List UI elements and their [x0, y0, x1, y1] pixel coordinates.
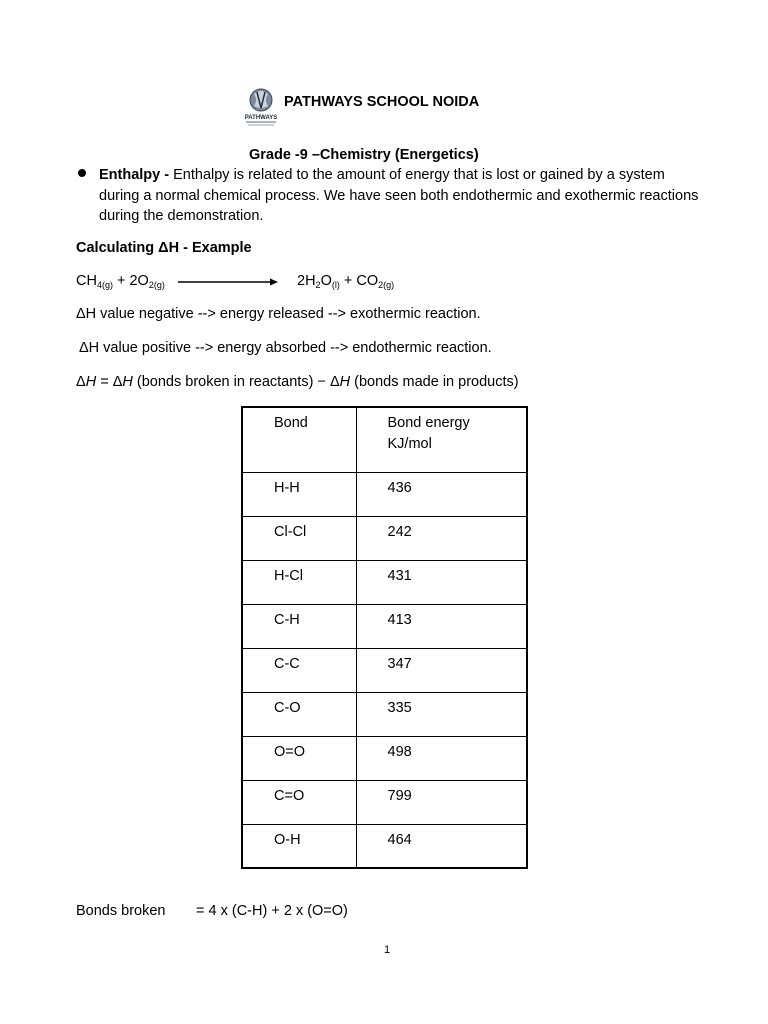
- reaction-products: [297, 273, 394, 290]
- reactant-ch: CH: [76, 273, 97, 289]
- table-row: [242, 472, 527, 516]
- reaction-reactants: [76, 273, 165, 290]
- table-row: [242, 560, 527, 604]
- enthalpy-term: Enthalpy -: [99, 167, 170, 183]
- cell-energy: 431: [356, 560, 527, 604]
- formula-made: (bonds made in products): [350, 374, 519, 390]
- cell-energy: 799: [356, 780, 527, 824]
- cell-bond: C-H: [242, 604, 356, 648]
- cell-bond: C-C: [242, 648, 356, 692]
- cell-energy: 498: [356, 736, 527, 780]
- enthalpy-definition: Enthalpy is related to the amount of energy that is lost or gained by a system during a normal chemical process. We have seen both endothermic and exothermic reactions during the demonstration.: [99, 167, 699, 224]
- enthalpy-paragraph: [99, 165, 699, 227]
- page-number: 1: [384, 944, 391, 956]
- cell-energy: 413: [356, 604, 527, 648]
- formula-h: H: [85, 374, 97, 390]
- table-row: [242, 516, 527, 560]
- product-h2: 2H: [297, 273, 316, 289]
- positive-dh-note: ΔH value positive --> energy absorbed --> endothermic reaction.: [79, 340, 492, 356]
- table-row: [242, 648, 527, 692]
- reactant-ch-subscript: 4(g): [96, 280, 113, 290]
- bullet-icon: [78, 169, 86, 177]
- svg-text:PATHWAYS: PATHWAYS: [244, 115, 278, 121]
- cell-energy: 436: [356, 472, 527, 516]
- table-row: [242, 780, 527, 824]
- cell-energy: 335: [356, 692, 527, 736]
- school-name: PATHWAYS SCHOOL NOIDA: [284, 94, 480, 110]
- product-o: O: [320, 273, 332, 289]
- cell-bond: O=O: [242, 736, 356, 780]
- header-energy-line1: Bond energy: [387, 415, 470, 431]
- table-row: [242, 604, 527, 648]
- cell-bond: C=O: [242, 780, 356, 824]
- document-subtitle: Grade -9 –Chemistry (Energetics): [249, 147, 479, 163]
- cell-bond: Cl-Cl: [242, 516, 356, 560]
- cell-energy: 464: [356, 824, 527, 868]
- negative-dh-note: ΔH value negative --> energy released --> exothermic reaction.: [76, 306, 481, 322]
- table-row: [242, 736, 527, 780]
- cell-bond: O-H: [242, 824, 356, 868]
- cell-bond: H-Cl: [242, 560, 356, 604]
- table-header-row: [242, 407, 527, 472]
- table-row: [242, 824, 527, 868]
- bonds-broken-value: = 4 x (C-H) + 2 x (O=O): [196, 903, 348, 919]
- formula-equals: = Δ: [96, 374, 123, 390]
- product-o-subscript: (l): [331, 280, 340, 290]
- bond-energy-table: [241, 406, 528, 869]
- example-heading: Calculating ΔH - Example: [76, 240, 252, 256]
- bonds-broken-label: Bonds broken: [76, 903, 166, 919]
- formula-h: H: [122, 374, 133, 390]
- formula-h: H: [339, 374, 351, 390]
- arrow-right-icon: [178, 277, 278, 287]
- cell-energy: 242: [356, 516, 527, 560]
- reactant-o2: + 2O: [112, 273, 149, 289]
- product-co-subscript: 2(g): [378, 280, 395, 290]
- dh-formula: [76, 374, 519, 390]
- cell-bond: C-O: [242, 692, 356, 736]
- header-energy-unit: KJ/mol: [387, 435, 432, 452]
- product-h2-subscript: 2: [315, 280, 321, 290]
- cell-bond: H-H: [242, 472, 356, 516]
- school-logo: [240, 86, 282, 128]
- reactant-o2-subscript: 2(g): [148, 280, 165, 290]
- header-bond: Bond: [242, 407, 356, 472]
- table-row: [242, 692, 527, 736]
- formula-broken: (bonds broken in reactants) − Δ: [132, 374, 340, 390]
- product-co: + CO: [339, 273, 379, 289]
- cell-energy: 347: [356, 648, 527, 692]
- header-bond-energy: [356, 407, 527, 472]
- formula-delta: Δ: [76, 374, 86, 390]
